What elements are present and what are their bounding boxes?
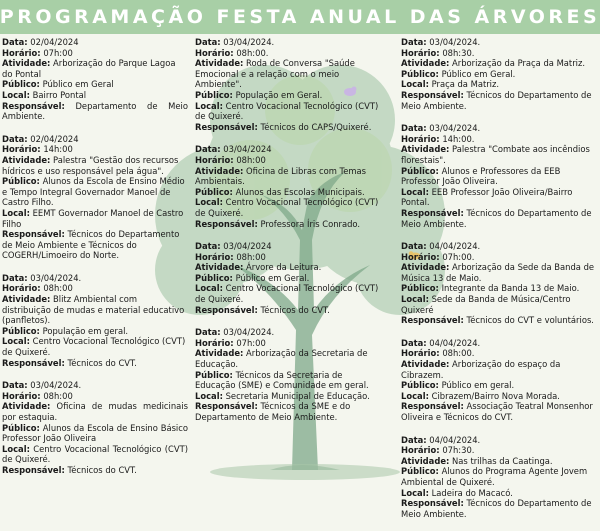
schedule-column-2 <box>195 37 385 435</box>
event-audience: Público em geral. <box>441 380 515 391</box>
event-audience: Técnicos da Secretaria de Educação (SME) e Comunidade em geral. <box>195 369 369 391</box>
event-responsible: Técnicos do CAPS/Quixeré. <box>260 121 372 132</box>
event-entry: Data: 03/04/2024. Horário: 08h:00. Atividade: Roda de Conversa "Saúde Emocional e a relação com o meio Ambiente". Público: População em Geral. Local: Centro Vocacional Tecnológico (CVT) de Quixeré. Responsável: Técnicos do CAPS/Quixeré. <box>195 37 379 132</box>
event-location: Praça da Matriz. <box>431 79 500 90</box>
event-time: 07h:00. <box>442 251 475 262</box>
event-time: 08h:00. <box>236 47 269 58</box>
event-time: 07h:00 <box>43 47 73 58</box>
event-responsible: Técnicos do Departamento de Meio Ambiente. <box>401 207 592 229</box>
event-audience: Alunos das Escolas Municipais. <box>235 186 365 197</box>
event-responsible: Técnicos do Departamento de Meio Ambiente. <box>401 89 592 111</box>
event-entry: Data: 03/04/2024 Horário: 08h:00 Atividade: Oficina de Libras com Temas Ambientais. Público: Alunos das Escolas Municipais. Local: Centro Vocacional Tecnológico (CVT) de Quixeré. Responsável: Professora Íris Conrado. <box>195 144 379 229</box>
event-activity: Palestra "Gestão dos recursos hídricos e uso responsável pela água". <box>2 154 179 176</box>
event-audience: Alunos e Professores da EEB Professor João Oliveira. <box>401 165 561 187</box>
event-entry: Data: 03/04/2024. Horário: 08h:00 Atividade: Blitz Ambiental com distribuição de mudas e material educativo (panfletos). Público: População em geral. Local: Centro Vocacional Tecnológico (CVT) de Quixeré. Responsável: Técnicos do CVT. <box>2 272 186 368</box>
event-entry: Data: 03/04/2024 Horário: 08h:00 Atividade: Árvore da Leitura. Público: Público em Geral. Local: Centro Vocacional Tecnológico (CVT) de Quixeré. Responsável: Técnicos do CVT. <box>195 241 379 315</box>
page-header <box>0 0 600 34</box>
event-activity: Palestra "Combate aos incêndios florestais". <box>401 144 590 165</box>
event-activity: Arborização da Sede da Banda de Música 13 de Maio. <box>401 262 595 283</box>
event-date: 03/04/2024 <box>223 241 272 252</box>
event-location: Sede da Banda de Música/Centro Quixeré <box>401 294 571 315</box>
event-location: Centro Vocacional Tecnológico (CVT) de Quixeré. <box>2 336 186 358</box>
event-time: 07h:30. <box>442 445 475 456</box>
event-date: 03/04/2024. <box>223 327 275 338</box>
event-entry: Data: 03/04/2024. Horário: 07h:00 Atividade: Arborização da Secretaria de Educação. Público: Técnicos da Secretaria de Educação (SME) e Comunidade em geral. Local: Secretaria Municipal de Educação. Responsável: Técnicos da SME e do Departamento de Meio Ambiente. <box>195 327 370 422</box>
event-entry: Data: 04/04/2024. Horário: 08h:00. Atividade: Arborização do espaço da Cibrazem. Público: Público em geral. Local: Cibrazem/Bairro Nova Morada. Responsável: Associação Teatral Monsenhor Oliveira e Técnicos do CVT. <box>401 337 593 422</box>
event-audience: População em geral. <box>42 325 129 336</box>
event-location: Cibrazem/Bairro Nova Morada. <box>431 390 560 401</box>
event-location: Ladeira do Macacó. <box>431 487 513 498</box>
event-responsible: Associação Teatral Monsenhor Oliveira e Técnicos do CVT. <box>401 401 593 422</box>
event-time: 08h:00. <box>442 348 475 359</box>
event-time: 14h:00. <box>442 133 475 144</box>
event-activity: Árvore da Leitura. <box>246 262 322 273</box>
event-audience: Integrante da Banda 13 de Maio. <box>441 283 580 294</box>
event-time: 08h:00 <box>236 154 266 165</box>
event-time: 08h:00 <box>43 283 73 294</box>
event-audience: Público em Geral <box>42 79 114 90</box>
event-responsible: Técnicos do Departamento de Meio Ambiente. <box>401 498 592 519</box>
event-activity: Oficina de mudas medicinais por estaquia. <box>2 401 188 422</box>
event-activity: Roda de Conversa "Saúde Emocional e a relação com o meio Ambiente". <box>195 58 355 90</box>
event-time: 14h:00 <box>43 144 73 155</box>
event-audience: Público em Geral. <box>441 68 516 79</box>
event-date: 04/04/2024. <box>429 241 481 252</box>
event-location: EEB Professor João Oliveira/Bairro Pontal. <box>401 186 573 208</box>
event-entry: Data: 02/04/2024 Horário: 14h:00 Atividade: Palestra "Gestão dos recursos hídricos e uso responsável pela água". Público: Alunos da Escola de Ensino Médio e Tempo Integral Governador Manoel de Castro Filho. Local: EEMT Governador Manoel de Castro Filho Responsável: Técnicos do Departamento de Meio Ambiente e Técnicos do COGERH/Limoeiro do Norte. <box>2 133 185 261</box>
event-location: Centro Vocacional Tecnológico (CVT) de Quixeré. <box>2 443 188 465</box>
event-audience: Público em Geral. <box>235 272 310 283</box>
schedule-column-1 <box>2 37 188 488</box>
event-responsible: Técnicos da SME e do Departamento de Meio Ambiente. <box>195 401 351 422</box>
page-title: PROGRAMAÇÃO FESTA ANUAL DAS ÁRVORES <box>0 6 600 28</box>
event-date: 04/04/2024. <box>429 337 481 348</box>
event-time: 08h:00 <box>43 390 73 401</box>
event-date: 04/04/2024. <box>429 434 481 445</box>
event-responsible: Técnicos do Departamento de Meio Ambiente e Técnicos do COGERH/Limoeiro do Norte. <box>2 229 180 261</box>
event-time: 08h:00 <box>236 251 266 262</box>
schedule-column-3 <box>401 37 597 531</box>
event-entry: Data: 03/04/2024. Horário: 14h:00. Atividade: Palestra "Combate aos incêndios florestais". Público: Alunos e Professores da EEB Professor João Oliveira. Local: EEB Professor João Oliveira/Bairro Pontal. Responsável: Técnicos do Departamento de Meio Ambiente. <box>401 123 592 229</box>
event-date: 03/04/2024 <box>223 144 272 155</box>
event-location: Centro Vocacional Tecnológico (CVT) de Quixeré. <box>195 100 379 122</box>
event-responsible: Técnicos do CVT. <box>260 304 330 315</box>
event-date: 03/04/2024. <box>30 380 82 391</box>
event-activity: Blitz Ambiental com distribuição de mudas e material educativo (panfletos). <box>2 294 185 326</box>
event-time: 08h:30. <box>442 47 475 58</box>
event-entry: Data: 02/04/2024 Horário: 07h:00 Atividade: Arborização do Parque Lagoa do Pontal Público: Público em Geral Local: Bairro Pontal Responsável: Departamento de Meio Ambiente. <box>2 37 189 122</box>
event-date: 03/04/2024. <box>30 272 82 283</box>
event-audience: Alunos do Programa Agente Jovem Ambiental de Quixeré. <box>401 466 588 487</box>
event-activity: Arborização da Praça da Matriz. <box>452 58 586 69</box>
event-date: 02/04/2024 <box>30 133 79 144</box>
event-audience: Alunos da Escola de Ensino Médio e Tempo Integral Governador Manoel de Castro Filho. <box>2 176 185 208</box>
event-date: 03/04/2024. <box>223 37 275 47</box>
event-activity: Nas trilhas da Caatinga. <box>452 455 553 466</box>
event-activity: Oficina de Libras com Temas Ambientais. <box>195 165 367 187</box>
event-responsible: Departamento de Meio Ambiente. <box>2 100 189 122</box>
event-location: Centro Vocacional Tecnológico (CVT) de Quixeré. <box>195 197 379 218</box>
event-entry: Data: 04/04/2024. Horário: 07h:00. Atividade: Arborização da Sede da Banda de Música 13 de Maio. Público: Integrante da Banda 13 de Maio. Local: Sede da Banda de Música/Centro Quixeré Responsável: Técnicos do CVT e voluntários. <box>401 241 595 326</box>
event-entry: Data: 03/04/2024. Horário: 08h:00 Atividade: Oficina de mudas medicinais por estaquia. Público: Alunos da Escola de Ensino Básico Professor João Oliveira Local: Centro Vocacional Tecnológico (CVT) de Quixeré. Responsável: Técnicos do CVT. <box>2 380 188 475</box>
event-responsible: Técnicos do CVT. <box>67 464 137 475</box>
event-date: 03/04/2024. <box>429 123 481 134</box>
event-activity: Arborização do espaço da Cibrazem. <box>401 359 561 380</box>
event-time: 07h:00 <box>236 337 266 348</box>
event-responsible: Técnicos do CVT e voluntários. <box>466 315 594 326</box>
event-location: EEMT Governador Manoel de Castro Filho <box>2 207 184 229</box>
event-date: 03/04/2024. <box>429 37 481 47</box>
event-location: Secretaria Municipal de Educação. <box>225 390 370 401</box>
event-responsible: Professora Íris Conrado. <box>260 218 361 229</box>
event-date: 02/04/2024 <box>30 37 79 47</box>
event-activity: Arborização do Parque Lagoa do Pontal <box>2 58 176 79</box>
event-location: Centro Vocacional Tecnológico (CVT) de Quixeré. <box>195 283 379 305</box>
event-entry: Data: 04/04/2024. Horário: 07h:30. Atividade: Nas trilhas da Caatinga. Público: Alunos do Programa Agente Jovem Ambiental de Quixeré. Local: Ladeira do Macacó. Responsável: Técnicos do Departamento de Meio Ambiente. <box>401 434 592 519</box>
event-entry: Data: 03/04/2024. Horário: 08h:30. Atividade: Arborização da Praça da Matriz. Público: Público em Geral. Local: Praça da Matriz. Responsável: Técnicos do Departamento de Meio Ambiente. <box>401 37 592 111</box>
event-audience: Alunos da Escola de Ensino Básico Professor João Oliveira <box>2 422 188 444</box>
event-responsible: Técnicos do CVT. <box>67 357 137 368</box>
event-activity: Arborização da Secretaria de Educação. <box>195 348 368 370</box>
event-location: Bairro Pontal <box>32 89 87 100</box>
event-audience: População em Geral. <box>235 89 323 100</box>
